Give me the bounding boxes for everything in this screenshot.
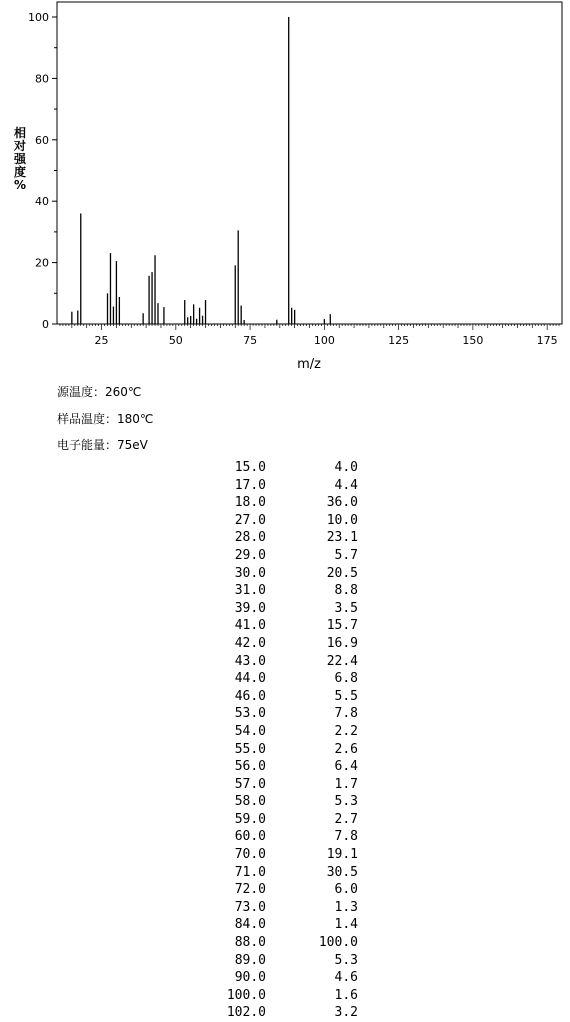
spectrum-peaks <box>72 17 330 324</box>
y-tick-label: 40 <box>35 195 49 209</box>
intensity-cell: 4.0 <box>334 460 358 475</box>
intensity-cell: 3.5 <box>334 600 358 616</box>
intensity-cell: 2.7 <box>334 811 358 827</box>
table-row <box>200 547 358 565</box>
intensity-cell: 5.3 <box>334 952 358 968</box>
intensity-cell: 1.7 <box>334 776 358 792</box>
intensity-cell: 2.2 <box>334 723 358 739</box>
table-row <box>200 705 358 723</box>
table-row <box>200 512 358 530</box>
intensity-cell: 15.7 <box>326 618 358 634</box>
mz-cell: 46.0 <box>234 688 266 704</box>
y-tick-label: 0 <box>42 318 49 331</box>
mz-cell: 30.0 <box>234 565 266 581</box>
intensity-cell: 5.5 <box>334 688 358 704</box>
table-row <box>200 793 358 811</box>
mz-cell: 59.0 <box>234 811 266 827</box>
mz-cell: 44.0 <box>234 671 266 687</box>
table-row <box>200 952 358 970</box>
table-row <box>200 688 358 706</box>
mz-cell: 90.0 <box>234 970 266 986</box>
intensity-cell: 5.7 <box>334 547 358 563</box>
table-row <box>200 582 358 600</box>
intensity-cell: 5.3 <box>334 794 358 810</box>
table-row <box>200 477 358 495</box>
y-tick-label: 80 <box>35 72 49 86</box>
mz-cell: 84.0 <box>234 917 266 933</box>
table-row <box>200 565 358 583</box>
x-tick-label: 100 <box>313 334 335 347</box>
x-tick-label: 25 <box>94 334 109 347</box>
table-row <box>200 758 358 776</box>
table-row <box>200 635 358 653</box>
x-tick-label: 175 <box>536 334 558 347</box>
intensity-cell: 10.0 <box>326 512 358 528</box>
table-row <box>200 670 358 688</box>
mz-cell: 88.0 <box>234 935 266 951</box>
mz-cell: 102.0 <box>226 1005 266 1021</box>
mz-cell: 70.0 <box>234 847 266 863</box>
intensity-cell: 30.5 <box>326 864 358 880</box>
sample-temperature: 样品温度：180℃ <box>57 412 154 426</box>
table-row <box>200 828 358 846</box>
table-row <box>200 846 358 864</box>
electron-energy: 电子能量：75eV <box>57 438 148 452</box>
intensity-cell: 6.0 <box>334 882 358 898</box>
intensity-cell: 20.5 <box>326 565 358 581</box>
intensity-cell: 1.6 <box>334 987 358 1003</box>
mz-cell: 28.0 <box>234 530 266 546</box>
mz-cell: 15.0 <box>234 460 266 475</box>
x-tick-label: 150 <box>462 334 484 347</box>
mz-cell: 18.0 <box>234 495 266 511</box>
mz-cell: 39.0 <box>234 600 266 616</box>
intensity-cell: 100.0 <box>318 935 358 951</box>
mz-cell: 31.0 <box>234 583 266 599</box>
x-axis-ticks <box>60 324 559 347</box>
table-row <box>200 987 358 1005</box>
table-row <box>200 864 358 882</box>
table-row <box>200 600 358 618</box>
intensity-cell: 4.4 <box>334 477 358 493</box>
table-row <box>200 723 358 741</box>
table-row <box>200 916 358 934</box>
table-row <box>200 934 358 952</box>
mz-cell: 71.0 <box>234 864 266 880</box>
mz-cell: 100.0 <box>226 987 266 1003</box>
mz-cell: 73.0 <box>234 899 266 915</box>
intensity-cell: 8.8 <box>334 583 358 599</box>
intensity-cell: 6.4 <box>334 759 358 775</box>
table-row <box>200 881 358 899</box>
intensity-cell: 19.1 <box>326 847 358 863</box>
table-row <box>200 1004 358 1022</box>
intensity-cell: 7.8 <box>334 706 358 722</box>
plot-frame <box>57 2 562 324</box>
x-tick-label: 125 <box>388 334 410 347</box>
intensity-cell: 3.2 <box>334 1005 358 1021</box>
mz-cell: 43.0 <box>234 653 266 669</box>
y-tick-label: 60 <box>35 133 49 147</box>
table-row <box>200 617 358 635</box>
intensity-cell: 36.0 <box>326 495 358 511</box>
intensity-cell: 23.1 <box>326 530 358 546</box>
y-tick-label: 100 <box>28 11 49 24</box>
intensity-cell: 2.6 <box>334 741 358 757</box>
intensity-cell: 7.8 <box>334 829 358 845</box>
intensity-cell: 4.6 <box>334 970 358 986</box>
table-row <box>200 653 358 671</box>
table-row <box>200 741 358 759</box>
mz-cell: 54.0 <box>234 723 266 739</box>
mz-cell: 72.0 <box>234 882 266 898</box>
x-tick-label: 75 <box>243 334 258 347</box>
table-row <box>200 529 358 547</box>
intensity-cell: 16.9 <box>326 635 358 651</box>
intensity-cell: 1.4 <box>334 917 358 933</box>
mz-cell: 89.0 <box>234 952 266 968</box>
mz-cell: 27.0 <box>234 512 266 528</box>
x-axis-label: m/z <box>297 357 321 372</box>
mz-cell: 53.0 <box>234 706 266 722</box>
mz-cell: 56.0 <box>234 759 266 775</box>
intensity-cell: 6.8 <box>334 671 358 687</box>
x-tick-label: 50 <box>168 334 183 347</box>
y-axis-label: 相对强度% <box>14 126 27 192</box>
mz-cell: 17.0 <box>234 477 266 493</box>
mz-cell: 57.0 <box>234 776 266 792</box>
y-axis-ticks <box>28 11 57 331</box>
table-row <box>200 969 358 987</box>
peak-table <box>200 459 358 1022</box>
source-temperature: 源温度：260℃ <box>57 385 142 399</box>
table-row <box>200 811 358 829</box>
mass-spectrum-chart <box>0 0 570 380</box>
table-row <box>200 776 358 794</box>
table-row <box>200 494 358 512</box>
mz-cell: 60.0 <box>234 829 266 845</box>
mz-cell: 41.0 <box>234 618 266 634</box>
mz-cell: 29.0 <box>234 547 266 563</box>
intensity-cell: 1.3 <box>334 899 358 915</box>
mz-cell: 55.0 <box>234 741 266 757</box>
table-row <box>200 459 358 477</box>
mz-cell: 58.0 <box>234 794 266 810</box>
intensity-cell: 22.4 <box>326 653 358 669</box>
table-row <box>200 899 358 917</box>
mz-cell: 42.0 <box>234 635 266 651</box>
y-tick-label: 20 <box>35 256 49 270</box>
